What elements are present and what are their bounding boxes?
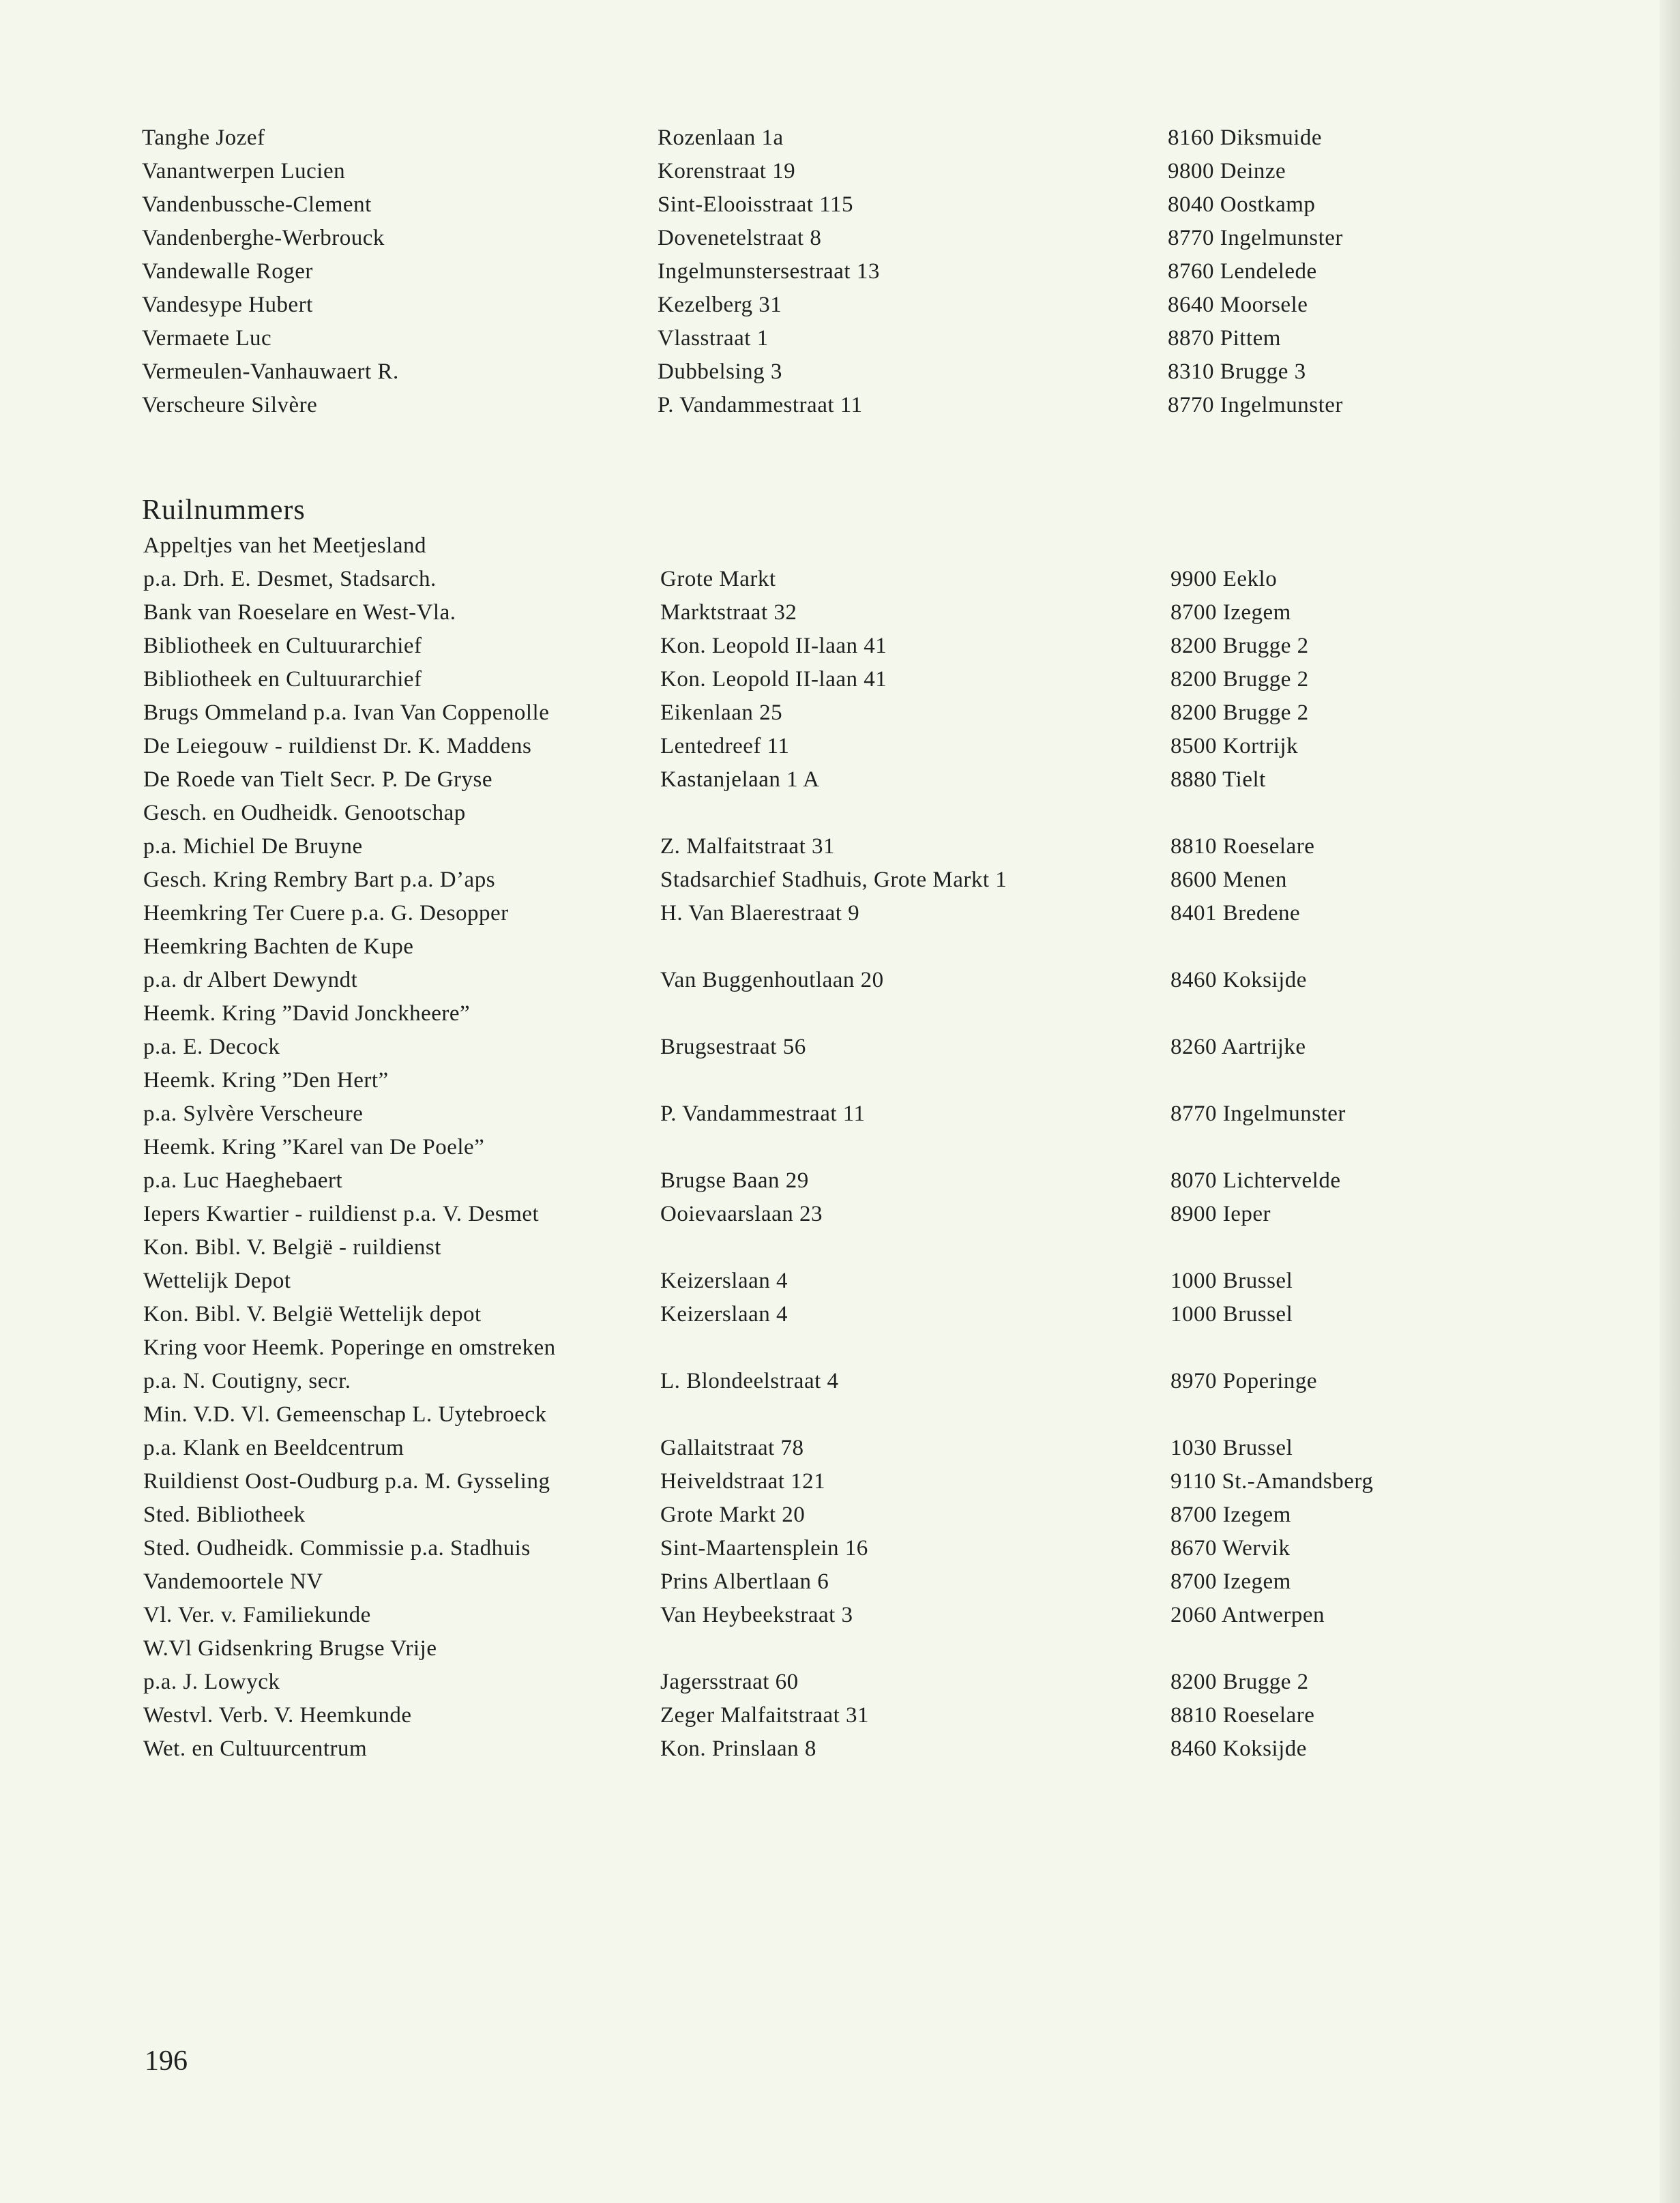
entry-street: L. Blondeelstraat 4 (660, 1369, 839, 1393)
list-row (0, 289, 1680, 322)
entry-city: 8970 Poperinge (1170, 1369, 1318, 1393)
entry-city: 8700 Izegem (1170, 600, 1291, 625)
list-row (0, 1432, 1680, 1465)
entry-name: Kon. Bibl. V. België Wettelijk depot (143, 1302, 482, 1327)
entry-city: 8700 Izegem (1170, 1503, 1291, 1527)
list-row (0, 696, 1680, 730)
entry-city: 8200 Brugge 2 (1170, 667, 1309, 692)
entry-name: Bank van Roeselare en West-Vla. (143, 600, 456, 625)
entry-street: Grote Markt (660, 567, 776, 591)
entry-city: 8460 Koksijde (1170, 968, 1307, 992)
entry-city: 9900 Eeklo (1170, 567, 1278, 591)
entry-city: 8040 Oostkamp (1168, 192, 1316, 217)
page-number: 196 (145, 2045, 188, 2077)
entry-city: 8200 Brugge 2 (1170, 700, 1309, 725)
list-row (0, 930, 1680, 964)
list-row (0, 222, 1680, 255)
entry-street: Vlasstraat 1 (658, 326, 769, 351)
entry-street: Dubbelsing 3 (658, 359, 782, 384)
list-row (0, 1298, 1680, 1331)
list-row (0, 1732, 1680, 1766)
entry-name: Vermaete Luc (142, 326, 272, 351)
list-row (0, 1398, 1680, 1432)
entry-city: 8810 Roeselare (1170, 1703, 1315, 1728)
list-row (0, 1064, 1680, 1097)
list-row (0, 1666, 1680, 1699)
list-row (0, 1097, 1680, 1131)
entry-street: Van Heybeekstraat 3 (660, 1603, 853, 1627)
entry-street: Ingelmunstersestraat 13 (658, 259, 880, 284)
entry-street: P. Vandammestraat 11 (658, 393, 863, 417)
entry-street: Ooievaarslaan 23 (660, 1202, 823, 1226)
entry-city: 8770 Ingelmunster (1170, 1102, 1346, 1126)
entry-name: p.a. Sylvère Verscheure (143, 1102, 364, 1126)
entry-name: p.a. E. Decock (143, 1035, 280, 1059)
entry-street: Brugsestraat 56 (660, 1035, 806, 1059)
entry-name: Heemk. Kring ”David Jonckheere” (143, 1001, 471, 1026)
entry-name: Sted. Bibliotheek (143, 1503, 306, 1527)
list-row (0, 797, 1680, 830)
entry-name: Gesch. en Oudheidk. Genootschap (143, 801, 466, 825)
entry-street: Heiveldstraat 121 (660, 1469, 826, 1494)
entry-street: Stadsarchief Stadhuis, Grote Markt 1 (660, 868, 1007, 892)
entry-city: 8310 Brugge 3 (1168, 359, 1306, 384)
list-row (0, 964, 1680, 997)
entry-city: 8600 Menen (1170, 868, 1287, 892)
entry-street: Kon. Prinslaan 8 (660, 1736, 816, 1761)
entry-name: p.a. Michiel De Bruyne (143, 834, 363, 859)
list-row (0, 1365, 1680, 1398)
entry-city: 8770 Ingelmunster (1168, 393, 1343, 417)
entry-street: P. Vandammestraat 11 (660, 1102, 866, 1126)
entry-city: 8760 Lendelede (1168, 259, 1317, 284)
entry-street: H. Van Blaerestraat 9 (660, 901, 860, 926)
list-row (0, 155, 1680, 188)
list-row (0, 255, 1680, 289)
entry-city: 8900 Ieper (1170, 1202, 1271, 1226)
list-row (0, 997, 1680, 1031)
entry-city: 8401 Bredene (1170, 901, 1301, 926)
entry-street: Sint-Elooisstraat 115 (658, 192, 854, 217)
list-row (0, 355, 1680, 389)
list-row (0, 1498, 1680, 1532)
entry-street: Keizerslaan 4 (660, 1269, 788, 1293)
list-row (0, 1164, 1680, 1198)
entry-name: Vandewalle Roger (142, 259, 313, 284)
entry-name: Kon. Bibl. V. België - ruildienst (143, 1235, 441, 1260)
entry-city: 8640 Moorsele (1168, 293, 1308, 317)
entry-city: 1000 Brussel (1170, 1302, 1293, 1327)
entry-street: Prins Albertlaan 6 (660, 1569, 829, 1594)
entry-name: W.Vl Gidsenkring Brugse Vrije (143, 1636, 437, 1661)
entry-name: p.a. Klank en Beeldcentrum (143, 1436, 404, 1460)
entry-city: 8260 Aartrijke (1170, 1035, 1306, 1059)
entry-name: p.a. J. Lowyck (143, 1670, 280, 1694)
entry-city: 8070 Lichtervelde (1170, 1168, 1341, 1193)
entry-name: Vandesype Hubert (142, 293, 313, 317)
entry-street: Jagersstraat 60 (660, 1670, 799, 1694)
section-title-ruilnummers: Ruilnummers (142, 494, 306, 526)
list-row (0, 389, 1680, 422)
member-list (0, 121, 1680, 422)
entry-name: Vermeulen-Vanhauwaert R. (142, 359, 399, 384)
entry-city: 2060 Antwerpen (1170, 1603, 1325, 1627)
list-row (0, 1632, 1680, 1666)
entry-name: Gesch. Kring Rembry Bart p.a. D’aps (143, 868, 496, 892)
entry-street: Z. Malfaitstraat 31 (660, 834, 836, 859)
list-row (0, 830, 1680, 863)
entry-name: Tanghe Jozef (142, 125, 265, 150)
list-row (0, 1031, 1680, 1064)
entry-name: Wettelijk Depot (143, 1269, 291, 1293)
entry-street: Brugse Baan 29 (660, 1168, 809, 1193)
entry-name: De Leiegouw - ruildienst Dr. K. Maddens (143, 734, 532, 758)
list-row (0, 1198, 1680, 1231)
entry-street: Sint-Maartensplein 16 (660, 1536, 868, 1561)
list-row (0, 1599, 1680, 1632)
entry-city: 8880 Tielt (1170, 767, 1266, 792)
list-row (0, 663, 1680, 696)
entry-street: Gallaitstraat 78 (660, 1436, 804, 1460)
entry-name: Min. V.D. Vl. Gemeenschap L. Uytebroeck (143, 1402, 547, 1427)
entry-name: p.a. Drh. E. Desmet, Stadsarch. (143, 567, 437, 591)
entry-name: Sted. Oudheidk. Commissie p.a. Stadhuis (143, 1536, 531, 1561)
entry-city: 8200 Brugge 2 (1170, 1670, 1309, 1694)
entry-name: Iepers Kwartier - ruildienst p.a. V. Desmet (143, 1202, 540, 1226)
list-row (0, 1565, 1680, 1599)
entry-name: p.a. Luc Haeghebaert (143, 1168, 343, 1193)
list-row (0, 897, 1680, 930)
entry-city: 9110 St.-Amandsberg (1170, 1469, 1374, 1494)
list-row (0, 322, 1680, 355)
entry-name: Heemkring Bachten de Kupe (143, 934, 414, 959)
list-row (0, 188, 1680, 222)
list-row (0, 1532, 1680, 1565)
entry-name: Vanantwerpen Lucien (142, 159, 346, 183)
entry-city: 1030 Brussel (1170, 1436, 1293, 1460)
entry-street: Kon. Leopold II-laan 41 (660, 634, 887, 658)
list-row (0, 121, 1680, 155)
entry-name: Kring voor Heemk. Poperinge en omstreken (143, 1335, 556, 1360)
entry-name: Vl. Ver. v. Familiekunde (143, 1603, 371, 1627)
list-row (0, 1131, 1680, 1164)
entry-name: p.a. N. Coutigny, secr. (143, 1369, 351, 1393)
entry-city: 8700 Izegem (1170, 1569, 1291, 1594)
entry-name: Vandenbussche-Clement (142, 192, 372, 217)
entry-name: De Roede van Tielt Secr. P. De Gryse (143, 767, 493, 792)
entry-street: Grote Markt 20 (660, 1503, 806, 1527)
list-row (0, 529, 1680, 563)
list-row (0, 863, 1680, 897)
entry-street: Kezelberg 31 (658, 293, 782, 317)
entry-name: Wet. en Cultuurcentrum (143, 1736, 368, 1761)
entry-street: Rozenlaan 1a (658, 125, 784, 150)
entry-name: Bibliotheek en Cultuurarchief (143, 667, 422, 692)
entry-street: Marktstraat 32 (660, 600, 797, 625)
entry-city: 8870 Pittem (1168, 326, 1281, 351)
entry-city: 1000 Brussel (1170, 1269, 1293, 1293)
list-row (0, 1265, 1680, 1298)
entry-city: 8500 Kortrijk (1170, 734, 1299, 758)
list-row (0, 1699, 1680, 1732)
list-row (0, 1465, 1680, 1498)
entry-name: Ruildienst Oost-Oudburg p.a. M. Gysseling (143, 1469, 550, 1494)
list-row (0, 563, 1680, 596)
list-row (0, 763, 1680, 797)
list-row (0, 1231, 1680, 1265)
entry-street: Zeger Malfaitstraat 31 (660, 1703, 870, 1728)
entry-street: Kastanjelaan 1 A (660, 767, 820, 792)
entry-name: Vandemoortele NV (143, 1569, 323, 1594)
entry-city: 8160 Diksmuide (1168, 125, 1323, 150)
entry-street: Van Buggenhoutlaan 20 (660, 968, 884, 992)
entry-city: 8810 Roeselare (1170, 834, 1315, 859)
list-row (0, 730, 1680, 763)
entry-name: Heemk. Kring ”Den Hert” (143, 1068, 389, 1093)
entry-street: Eikenlaan 25 (660, 700, 783, 725)
entry-street: Kon. Leopold II-laan 41 (660, 667, 887, 692)
entry-name: Vandenberghe-Werbrouck (142, 226, 385, 250)
entry-name: p.a. dr Albert Dewyndt (143, 968, 358, 992)
entry-street: Lentedreef 11 (660, 734, 790, 758)
entry-city: 8200 Brugge 2 (1170, 634, 1309, 658)
entry-name: Appeltjes van het Meetjesland (143, 533, 426, 558)
entry-name: Bibliotheek en Cultuurarchief (143, 634, 422, 658)
entry-city: 8670 Wervik (1170, 1536, 1291, 1561)
list-row (0, 1331, 1680, 1365)
entry-name: Verscheure Silvère (142, 393, 318, 417)
entry-city: 8460 Koksijde (1170, 1736, 1307, 1761)
entry-street: Korenstraat 19 (658, 159, 796, 183)
list-row (0, 596, 1680, 630)
exchange-list (0, 529, 1680, 1766)
entry-name: Westvl. Verb. V. Heemkunde (143, 1703, 412, 1728)
entry-street: Keizerslaan 4 (660, 1302, 788, 1327)
entry-city: 9800 Deinze (1168, 159, 1286, 183)
entry-name: Brugs Ommeland p.a. Ivan Van Coppenolle (143, 700, 550, 725)
entry-city: 8770 Ingelmunster (1168, 226, 1343, 250)
list-row (0, 630, 1680, 663)
entry-name: Heemk. Kring ”Karel van De Poele” (143, 1135, 485, 1159)
entry-street: Dovenetelstraat 8 (658, 226, 822, 250)
entry-name: Heemkring Ter Cuere p.a. G. Desopper (143, 901, 509, 926)
